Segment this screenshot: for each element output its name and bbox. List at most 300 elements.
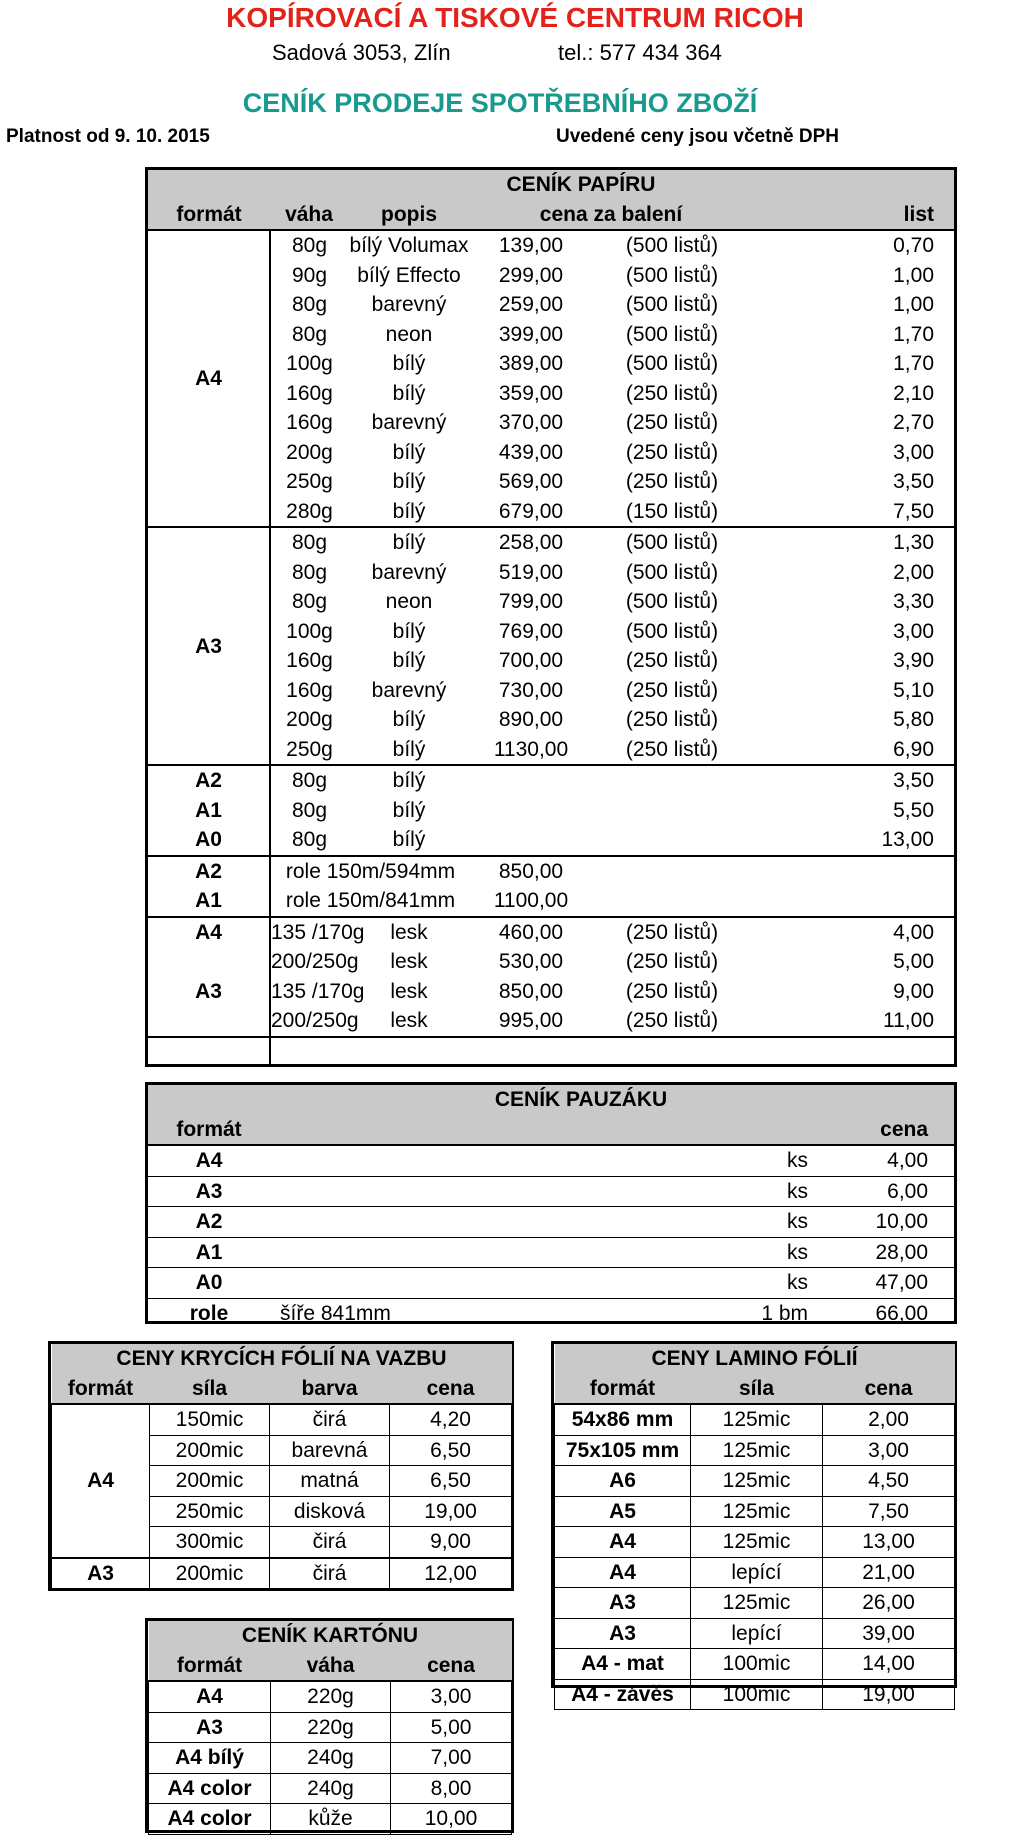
price-cell: 9,00 (390, 1527, 512, 1558)
price-cell: 47,00 (830, 1268, 954, 1299)
sheet-price-cell: 13,00 (881, 828, 934, 852)
description-cell (270, 1237, 670, 1268)
description-cell: bílý (392, 708, 426, 732)
description-cell: bílý Volumax (349, 234, 469, 258)
weight-cell: 80g (270, 765, 348, 796)
thickness-cell: 200mic (150, 1435, 270, 1466)
format-label: A4 (148, 230, 270, 527)
description-cell: barevný (371, 678, 447, 702)
format-label: A1 (148, 886, 270, 917)
laminating-foil-table (551, 1341, 957, 1706)
description-cell: lesk (348, 917, 470, 948)
weight-cell: 80g (291, 828, 328, 852)
table-row (148, 1176, 954, 1207)
format-label: A4 (149, 1681, 271, 1712)
thickness-cell: 200mic (150, 1466, 270, 1497)
format-label: A1 (148, 796, 270, 826)
package-price-cell: 769,00 (498, 619, 564, 643)
cardboard-table (145, 1618, 514, 1833)
format-label: A4 (555, 1527, 691, 1558)
description-cell: bílý (348, 765, 470, 796)
package-size-cell: (500 listů) (625, 322, 719, 346)
package-size-cell: (250 listů) (625, 950, 719, 974)
format-label: A4 color (149, 1773, 271, 1804)
table-row (555, 1649, 955, 1680)
sheet-price-cell: 1,70 (893, 352, 934, 376)
package-size-cell: (250 listů) (625, 678, 719, 702)
description-cell (270, 1145, 670, 1176)
package-size-cell: (500 listů) (625, 352, 719, 376)
cover-foil-title: CENY KRYCÍCH FÓLIÍ NA VAZBU (116, 1347, 447, 1371)
color-cell: čirá (270, 1558, 390, 1589)
package-size-cell: (250 listů) (625, 470, 719, 494)
package-price-cell: 700,00 (498, 649, 564, 673)
package-size-cell: (500 listů) (625, 590, 719, 614)
thickness-cell: 125mic (691, 1466, 823, 1497)
empty-cell (592, 886, 752, 917)
empty-cell (752, 886, 954, 917)
price-cell: 6,00 (830, 1176, 954, 1207)
package-size-cell: (500 listů) (592, 527, 752, 558)
lamino-col-price: cena (864, 1376, 913, 1400)
weight-cell: 240g (271, 1743, 391, 1774)
package-price-cell: 259,00 (498, 293, 564, 317)
table-row (148, 1268, 954, 1299)
cardboard-col-price: cena (427, 1653, 475, 1677)
package-size-cell: (250 listů) (625, 411, 719, 435)
thickness-cell: lepící (691, 1618, 823, 1649)
package-size-cell: (150 listů) (625, 499, 719, 523)
package-price-cell: 850,00 (498, 979, 564, 1003)
price-cell: 12,00 (390, 1558, 512, 1589)
thickness-cell: 125mic (691, 1588, 823, 1619)
weight-cell: 80g (270, 527, 348, 558)
color-cell: barevná (270, 1435, 390, 1466)
table-row (148, 1207, 954, 1238)
thickness-cell: 250mic (150, 1496, 270, 1527)
col-weight: váha (285, 202, 333, 226)
empty-cell (592, 796, 752, 826)
table-row (149, 1743, 512, 1774)
sheet-price-cell: 5,00 (893, 950, 934, 974)
weight-cell: 240g (271, 1773, 391, 1804)
cardboard-col-weight: váha (306, 1653, 355, 1677)
weight-cell: 160g (286, 381, 333, 405)
sheet-price-cell: 1,00 (893, 293, 934, 317)
package-size-cell: (250 listů) (592, 917, 752, 948)
format-label: A3 (555, 1588, 691, 1619)
package-price-cell: 519,00 (498, 560, 564, 584)
package-price-cell: 799,00 (498, 590, 564, 614)
package-size-cell: (250 listů) (625, 737, 719, 761)
sheet-price-cell: 2,00 (893, 560, 934, 584)
package-size-cell: (500 listů) (625, 263, 719, 287)
format-label: A2 (148, 1207, 270, 1238)
price-cell: 14,00 (823, 1649, 955, 1680)
weight-cell: 80g (291, 560, 328, 584)
col-sheet-price: list (903, 202, 934, 226)
table-row (148, 230, 954, 261)
package-price-cell: 890,00 (498, 708, 564, 732)
price-cell: 10,00 (391, 1804, 512, 1835)
price-cell: 8,00 (391, 1773, 512, 1804)
format-label: A3 (555, 1618, 691, 1649)
price-cell: 13,00 (823, 1527, 955, 1558)
price-cell: 4,00 (887, 1149, 929, 1173)
description-cell: bílý Effecto (357, 263, 461, 287)
weight-cell: 80g (291, 798, 328, 822)
empty-cell (470, 765, 592, 796)
sheet-price-cell: 3,00 (893, 440, 934, 464)
package-price-cell: 460,00 (470, 917, 592, 948)
price-cell: 6,50 (390, 1435, 512, 1466)
weight-cell: 250g (286, 737, 333, 761)
package-price-cell: 359,00 (498, 381, 564, 405)
empty-cell (270, 1037, 348, 1068)
description-cell: bílý (392, 798, 426, 822)
table-row (149, 1804, 512, 1835)
cover-col-format: formát (67, 1376, 134, 1400)
weight-cell: 135 /170g (270, 917, 348, 948)
sheet-price-cell: 3,50 (752, 765, 954, 796)
sheet-price-cell: 0,70 (893, 234, 934, 258)
sheet-price-cell: 3,00 (893, 619, 934, 643)
package-price-cell: 850,00 (470, 856, 592, 887)
paper-table-title: CENÍK PAPÍRU (506, 173, 656, 197)
table-row (148, 947, 954, 977)
package-price-cell: 299,00 (498, 263, 564, 287)
table-row (555, 1557, 955, 1588)
package-size-cell: (500 listů) (625, 619, 719, 643)
package-price-cell: 399,00 (498, 322, 564, 346)
cover-foil-table (48, 1341, 514, 1591)
format-label: A1 (148, 1237, 270, 1268)
pauzak-title: CENÍK PAUZÁKU (494, 1088, 668, 1112)
sheet-price-cell: 2,70 (893, 411, 934, 435)
weight-cell: 160g (286, 678, 333, 702)
table-row (555, 1404, 955, 1435)
format-label: A2 (148, 765, 270, 796)
weight-cell: 220g (271, 1681, 391, 1712)
color-cell: matná (270, 1466, 390, 1497)
weight-cell: 100g (286, 619, 333, 643)
empty-cell (470, 825, 592, 856)
description-cell: šíře 841mm (270, 1298, 670, 1328)
table-row (148, 1145, 954, 1176)
package-price-cell: 730,00 (498, 678, 564, 702)
phone: tel.: 577 434 364 (558, 40, 722, 65)
table-row (555, 1618, 955, 1649)
table-row (52, 1558, 512, 1589)
package-price-cell: 569,00 (498, 470, 564, 494)
thickness-cell: 125mic (691, 1496, 823, 1527)
unit-cell: ks (670, 1176, 830, 1207)
thickness-cell: 125mic (691, 1404, 823, 1435)
description-cell: bílý (392, 619, 426, 643)
format-label: A3 (149, 1712, 271, 1743)
package-price-cell: 389,00 (498, 352, 564, 376)
format-label: A0 (148, 1268, 270, 1299)
package-price-cell: 139,00 (498, 234, 564, 258)
weight-cell: 100g (286, 352, 333, 376)
sheet-price-cell: 11,00 (883, 1009, 934, 1033)
weight-cell: 80g (291, 234, 328, 258)
address: Sadová 3053, Zlín (272, 40, 451, 65)
table-row (148, 825, 954, 856)
price-cell: 19,00 (823, 1679, 955, 1710)
format-label: A0 (148, 825, 270, 856)
table-row (148, 765, 954, 796)
format-label: role (148, 1298, 270, 1328)
col-format: formát (176, 202, 242, 226)
empty-cell (592, 825, 752, 856)
table-row (148, 1006, 954, 1037)
price-cell: 7,00 (391, 1743, 512, 1774)
weight-cell: 80g (291, 322, 328, 346)
description-cell: bílý (348, 527, 470, 558)
lamino-col-thickness: síla (738, 1376, 775, 1400)
format-label: A6 (555, 1466, 691, 1497)
empty-cell (470, 1037, 592, 1068)
cardboard-col-format: formát (176, 1653, 243, 1677)
package-size-cell: (250 listů) (625, 708, 719, 732)
weight-cell: 135 /170g (271, 979, 365, 1003)
cover-col-price: cena (426, 1376, 475, 1400)
sheet-price-cell: 1,30 (752, 527, 954, 558)
format-label: A3 (148, 1176, 270, 1207)
price-cell: 6,50 (390, 1466, 512, 1497)
lamino-title: CENY LAMINO FÓLIÍ (651, 1347, 858, 1371)
thickness-cell: 100mic (691, 1649, 823, 1680)
company-title: KOPÍROVACÍ A TISKOVÉ CENTRUM RICOH (226, 2, 804, 33)
price-cell: 4,20 (390, 1404, 512, 1435)
price-list-subtitle: CENÍK PRODEJE SPOTŘEBNÍHO ZBOŽÍ (242, 88, 758, 118)
price-cell: 66,00 (830, 1298, 954, 1328)
empty-cell (752, 856, 954, 887)
price-cell: 3,00 (391, 1681, 512, 1712)
lamino-col-format: formát (589, 1376, 656, 1400)
package-size-cell: (500 listů) (625, 560, 719, 584)
col-package-price: cena za balení (539, 202, 683, 226)
weight-cell: 90g (291, 263, 328, 287)
roll-description-cell: role 150m/594mm (270, 856, 470, 887)
sheet-price-cell: 1,00 (893, 263, 934, 287)
weight-cell: 200/250g (271, 1009, 359, 1033)
empty-cell (592, 1037, 752, 1068)
weight-cell: kůže (271, 1804, 391, 1835)
format-label: A3 (148, 977, 270, 1007)
description-cell: barevný (371, 293, 447, 317)
table-row (148, 1037, 954, 1068)
package-size-cell: (250 listů) (625, 979, 719, 1003)
weight-cell: 160g (286, 411, 333, 435)
package-size-cell: (250 listů) (625, 381, 719, 405)
price-cell: 21,00 (823, 1557, 955, 1588)
table-row (148, 527, 954, 558)
package-price-cell: 1130,00 (493, 737, 569, 761)
sheet-price-cell: 2,10 (893, 381, 934, 405)
format-label: A3 (52, 1558, 150, 1589)
empty-cell (348, 1037, 470, 1068)
roll-description-cell: role 150m/841mm (285, 889, 456, 913)
package-price-cell: 995,00 (498, 1009, 564, 1033)
empty-cell (752, 1037, 954, 1068)
sheet-price-cell: 6,90 (893, 737, 934, 761)
weight-cell: 160g (286, 649, 333, 673)
sheet-price-cell: 7,50 (893, 499, 934, 523)
price-cell: 3,00 (823, 1435, 955, 1466)
table-row (555, 1588, 955, 1619)
empty-cell (470, 796, 592, 826)
package-size-cell: (500 listů) (625, 293, 719, 317)
table-row (148, 1298, 954, 1328)
table-row (149, 1712, 512, 1743)
weight-cell: 200g (286, 708, 333, 732)
thickness-cell: 200mic (150, 1558, 270, 1589)
thickness-cell: 150mic (150, 1404, 270, 1435)
description-cell (270, 1176, 670, 1207)
color-cell: disková (270, 1496, 390, 1527)
description-cell: bílý (392, 381, 426, 405)
thickness-cell: 300mic (150, 1527, 270, 1558)
price-cell: 4,50 (823, 1466, 955, 1497)
description-cell: bílý (392, 499, 426, 523)
cover-col-color: barva (301, 1376, 358, 1400)
empty-cell (592, 856, 752, 887)
weight-cell: 200g (286, 440, 333, 464)
pauzak-col-format: formát (176, 1117, 242, 1141)
unit-cell: ks (787, 1149, 808, 1173)
unit-cell: ks (670, 1268, 830, 1299)
pauzak-col-price: cena (880, 1117, 929, 1141)
sheet-price-cell: 5,10 (893, 678, 934, 702)
format-label: A4 - závěs (555, 1679, 691, 1710)
format-label: 54x86 mm (555, 1404, 691, 1435)
unit-cell: ks (670, 1237, 830, 1268)
thickness-cell: 125mic (691, 1527, 823, 1558)
format-label: A5 (555, 1496, 691, 1527)
format-label: A4 (148, 917, 270, 948)
description-cell: lesk (390, 950, 428, 974)
col-description: popis (381, 202, 437, 226)
format-label: A3 (148, 527, 270, 765)
description-cell (270, 1207, 670, 1238)
description-cell: bílý (392, 352, 426, 376)
sheet-price-cell: 5,80 (893, 708, 934, 732)
format-label: A4 bílý (149, 1743, 271, 1774)
color-cell: čirá (270, 1404, 390, 1435)
price-cell: 19,00 (390, 1496, 512, 1527)
format-label: A4 color (149, 1804, 271, 1835)
description-cell: bílý (392, 470, 426, 494)
description-cell: lesk (390, 979, 428, 1003)
empty-cell (592, 765, 752, 796)
package-price-cell: 258,00 (470, 527, 592, 558)
weight-cell: 200/250g (271, 950, 359, 974)
format-label (148, 947, 270, 977)
package-price-cell: 530,00 (498, 950, 564, 974)
price-cell: 5,00 (391, 1712, 512, 1743)
thickness-cell: 100mic (691, 1679, 823, 1710)
weight-cell: 250g (286, 470, 333, 494)
package-size-cell: (250 listů) (625, 649, 719, 673)
sheet-price-cell: 9,00 (893, 979, 934, 1003)
validity-date: Platnost od 9. 10. 2015 (6, 126, 210, 147)
weight-cell: 80g (291, 590, 328, 614)
sheet-price-cell: 3,50 (893, 470, 934, 494)
format-label: A4 - mat (555, 1649, 691, 1680)
unit-cell: 1 bm (670, 1298, 830, 1328)
table-row (148, 917, 954, 948)
weight-cell: 280g (286, 499, 333, 523)
format-label: A4 (195, 1149, 223, 1173)
package-price-cell: 370,00 (498, 411, 564, 435)
description-cell: bílý (392, 649, 426, 673)
description-cell: neon (385, 322, 433, 346)
price-cell: 2,00 (823, 1404, 955, 1435)
table-row (555, 1435, 955, 1466)
table-row (555, 1527, 955, 1558)
table-row (148, 856, 954, 887)
package-price-cell: 439,00 (498, 440, 564, 464)
price-cell: 7,50 (823, 1496, 955, 1527)
table-row (149, 1681, 512, 1712)
unit-cell: ks (670, 1207, 830, 1238)
description-cell: lesk (390, 1009, 428, 1033)
package-price-cell: 1100,00 (493, 889, 569, 913)
description-cell: barevný (371, 411, 447, 435)
paper-price-table (145, 167, 957, 1067)
sheet-price-cell: 3,30 (893, 590, 934, 614)
package-size-cell: (250 listů) (625, 1009, 719, 1033)
format-label: A2 (148, 856, 270, 887)
weight-cell: 80g (291, 293, 328, 317)
tracing-paper-table (145, 1082, 957, 1324)
vat-note: Uvedené ceny jsou včetně DPH (556, 126, 839, 147)
table-row (555, 1496, 955, 1527)
description-cell: bílý (392, 828, 426, 852)
price-cell: 26,00 (823, 1588, 955, 1619)
description-cell: bílý (392, 440, 426, 464)
format-label: A4 (555, 1557, 691, 1588)
table-row (148, 977, 954, 1007)
empty-cell (148, 1037, 270, 1068)
cardboard-title: CENÍK KARTÓNU (241, 1624, 419, 1648)
package-price-cell: 679,00 (498, 499, 564, 523)
cover-col-thickness: síla (191, 1376, 228, 1400)
table-row (149, 1773, 512, 1804)
table-row (148, 796, 954, 826)
sheet-price-cell: 3,90 (893, 649, 934, 673)
table-row (555, 1466, 955, 1497)
table-row (148, 886, 954, 917)
sheet-price-cell: 1,70 (893, 322, 934, 346)
format-label (148, 1006, 270, 1037)
package-size-cell: (500 listů) (625, 234, 719, 258)
price-cell: 10,00 (830, 1207, 954, 1238)
thickness-cell: 125mic (691, 1435, 823, 1466)
sheet-price-cell: 4,00 (752, 917, 954, 948)
weight-cell: 220g (271, 1712, 391, 1743)
sheet-price-cell: 5,50 (893, 798, 934, 822)
description-cell: neon (385, 590, 433, 614)
table-row (52, 1404, 512, 1435)
thickness-cell: lepící (691, 1557, 823, 1588)
price-cell: 39,00 (823, 1618, 955, 1649)
color-cell: čirá (270, 1527, 390, 1558)
description-cell (270, 1268, 670, 1299)
description-cell: bílý (392, 737, 426, 761)
